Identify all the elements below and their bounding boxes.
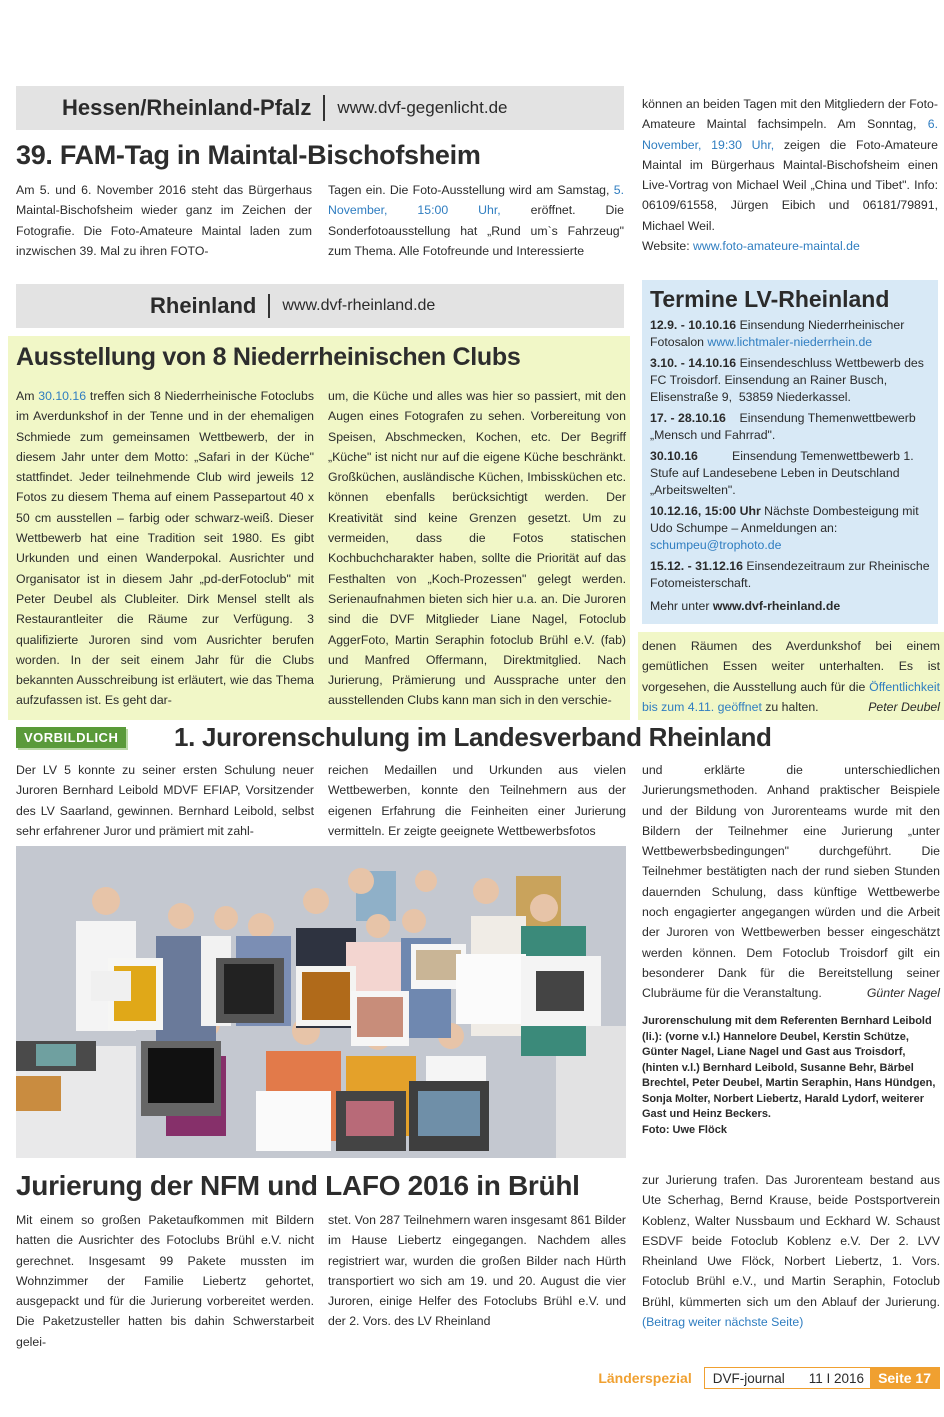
footer-issue: 11 I 2016 [808, 1370, 865, 1386]
termin-text: Einsendezeitraum zur Rheinische Fotomeisterschaft. [650, 559, 934, 590]
termin-date: 3.10. - 14.10.16 [650, 356, 737, 370]
section-title-hessen: Hessen/Rheinland-Pfalz [62, 95, 312, 120]
footer-journal-box [704, 1367, 940, 1389]
termin-link[interactable]: www.lichtmaler-niederrhein.de [707, 335, 873, 349]
group-photo-illustration [16, 846, 626, 1158]
termine-more [650, 598, 930, 615]
termin-text: Einsendeschluss Wettbewerb des FC Troisdorf. Einsendung an Rainer Busch, Elisenstraße 9, 53859 Niederkassel. [650, 356, 928, 404]
termine-more-link[interactable]: www.dvf-rheinland.de [712, 599, 841, 613]
fam-website-link[interactable]: www.foto-amateure-maintal.de [693, 239, 860, 254]
fam-col-3 [642, 94, 938, 256]
fam-col2-paragraph [328, 180, 624, 261]
ausstellung-col1-pre: Am [16, 389, 39, 403]
headline-nfm: Jurierung der NFM und LAFO 2016 in Brühl [16, 1170, 580, 1201]
termine-box [642, 280, 938, 624]
termin-item [650, 355, 930, 406]
termin-date: 12.9. - 10.10.16 [650, 318, 737, 332]
continue-link[interactable]: (Beitrag weiter nächste Seite) [642, 1315, 804, 1330]
fam-col1-text: Am 5. und 6. November 2016 steht das Bürgerhaus Maintal-Bischofsheim wieder ganz im Zeichen der Fotografie. Die Foto-Amateure Maintal laden zum inzwischen 39. Mal zu ihren FOTO- [16, 183, 312, 258]
termin-text: Einsendung Niederrheinischer Fotosalon [650, 318, 908, 349]
nfm-col-3 [642, 1170, 940, 1332]
page-footer [560, 1366, 940, 1390]
juroren-col-1 [16, 760, 314, 841]
termin-link[interactable]: schumpeu@trophoto.de [650, 538, 782, 552]
ausstellung-col3-end: zu halten. [761, 699, 819, 714]
ausstellung-col1-text: treffen sich 8 Niederrheinische Fotoclubs im Averdunkshof in der Tenne und in der ehemaligen Schmiede zum gemeinsamen Wettbewerb, der in diesem Jahr unter dem Motto: „Safari in der Küche" stattfindet. Jeder teilnehmende Club wird jeweils 12 Fotos zu diesem Thema auf einem Passepartout 40 x 50 cm ausstellen – farbig oder schwarz-weiß. Dieser Wettbewerb hat eine Tradition seit 1980. Es gibt Urkunden und einen Wanderpokal. Ausrichter und Organisator ist in diesem Jahr „pd-derFotoclub" mit Peter Deubel als Clubleiter. Dirk Mensel stellt als Restaurantleiter die Räume zur Verfügung. 3 qualifizierte Juroren sind vom Ausrichter berufen worden. In der seit einem Jahr für die Clubs bekannten Ausschreibung ist erläutert, wie das Thema aufzufassen ist. Es geht dar- [16, 389, 314, 708]
fam-col3-paragraph [642, 94, 938, 236]
juroren-col-3 [642, 760, 940, 1004]
fam-col-2 [328, 180, 624, 261]
divider [323, 95, 325, 121]
termin-text: Einsendung Temenwettbewerb 1. Stufe auf Landesebene Leben in Deutschland „Arbeitswelten". [650, 449, 918, 497]
termine-list [650, 317, 934, 592]
footer-journal: DVF-journal [712, 1370, 785, 1386]
nfm-col1-text: Mit einem so großen Paketaufkommen mit Bildern hatten die Ausrichter des Fotoclubs Brühl e.V. nicht gerechnet. Insgesamt 99 Pakete mussten im Wohnzimmer der Familie Liebertz gehortet, ausgepackt und für die Jurierung vorbereitet werden. Die Paketzusteller hatten bis dahin Schwerstarbeit gelei- [16, 1213, 314, 1349]
group-photo [16, 846, 626, 1158]
ausstellung-col1-paragraph [16, 386, 314, 711]
termin-date: 10.12.16, 15:00 Uhr [650, 504, 761, 518]
fam-sunday-link: 6. November, 19:30 Uhr, [642, 117, 938, 152]
ausstellung-col3-text: denen Räumen des Averdunkshof bei einem gemütlichen Essen weiter unterhalten. Es ist vorgesehen, die Ausstellung auch für die [642, 639, 940, 694]
ausstellung-col-1 [16, 386, 314, 711]
photo-caption-text: Jurorenschulung mit dem Referenten Bernhard Leibold (li.): (vorne v.l.) Hannelore Deubel, Kerstin Schütze, Günter Nagel, Liane Nagel und Gast aus Troisdorf, (hinten v.l.) Bernhard Leibold, Susanne Behr, Bärbel Brechtel, Peter Deubel, Martin Seraphin, Hans Hündgen, Sonja Molter, Norbert Liebertz, Harald Lydorf, weiterer Gast und Heinz Beckers. [642, 1015, 936, 1120]
termin-text: Nächste Dombesteigung mit Udo Schumpe – Anmeldungen an: [650, 504, 923, 535]
termin-date: 30.10.16 [650, 449, 698, 463]
termin-date: 17. - 28.10.16 [650, 411, 726, 425]
juroren-author: Günter Nagel [866, 986, 940, 1001]
juroren-col1-text: Der LV 5 konnte zu seiner ersten Schulung neuer Juroren Bernhard Leibold MDVF EFIAP, Vorsitzender des LV Saarland, gewinnen. Bernhard Leibold, selbst sehr erfahrener Juror und prämiert mit zahl- [16, 763, 314, 838]
section-bar-rheinland [16, 284, 624, 328]
divider [268, 294, 270, 318]
termine-more-label: Mehr unter [650, 599, 713, 613]
termin-text: Einsendung Themenwettbewerb „Mensch und Fahrrad". [650, 411, 920, 442]
fam-website [642, 236, 938, 256]
nfm-col-1 [16, 1210, 314, 1352]
termin-item [650, 503, 930, 554]
termin-item [650, 317, 930, 351]
fam-website-label: Website: [642, 239, 694, 254]
termine-title: Termine LV-Rheinland [650, 286, 890, 312]
section-url-rheinland[interactable]: www.dvf-rheinland.de [282, 297, 436, 314]
ausstellung-col2-text: um, die Küche und alles was hier so passiert, mit den Augen eines Fotografen zu sehen. Vorbereitung von Speisen, Abschmecken, Kochen, etc. Der Begriff „Küche" ist nicht nur auf die eigene Küche beschränkt. Großküchen, ausländische Küchen, Imbissküchen etc. können ebenfalls berücksichtigt werden. Der Kreativität sind keine Grenzen gesetzt. Um zu vermeiden, dass die Fotos statischen Kochbuchcharakter haben, sollte die Priorität auf das Festhalten von „Koch-Prozessen" gelegt werden. Serienaufnahmen bieten sich hier u.a. an. Die Juroren sind die DVF Mitglieder Liane Nagel, Fotoclub AggerFoto, Martin Seraphin fotoclub Brühl e.V. (fab) und Manfred Offermann, Direktmitglied. Nach Jurierung, Prämierung und Aussprache unter den ausstellenden Clubs kann man sich in den verschie- [328, 389, 626, 708]
fam-col2-text-b: eröffnet. Die Sonderfotoausstellung hat „Rund um`s Fahrzeug" zum Thema. Alle Fotofreunde und Interessierte [328, 203, 624, 258]
section-title-rheinland: Rheinland [150, 293, 257, 318]
fam-col-1 [16, 180, 312, 261]
termin-item [650, 410, 930, 444]
headline-ausstellung: Ausstellung von 8 Niederrheinischen Clubs [16, 343, 521, 371]
fam-col2-text-a: Tagen ein. Die Foto-Ausstellung wird am Samstag, [328, 183, 614, 197]
fam-date-link: 5. November, 15:00 Uhr, [328, 183, 624, 218]
ausstellung-author: Peter Deubel [868, 699, 940, 714]
ausstellung-col-2 [328, 386, 626, 711]
ausstellung-date-link: 30.10.16 [38, 389, 87, 403]
juroren-col3-text: und erklärte die unterschiedlichen Jurierungsmethoden. Anhand praktischer Beispiele und der Bildung von Jurorenteams wurde mit den Bildern der Teilnehmer eine Jurierung „unter Wettbewerbsbedingungen" durchgeführt. Die Teilnehmer bestätigten nach der rund sieben Stunden dauernden Schulung, dass künftige Wettbewerbe noch engagierter angegangen würden und die Arbeit der Juroren von Wettbewerben besser eingeschätzt werden können. Dem Fotoclub Troisdorf gilt ein besonderer Dank für die Bereitstellung seiner Clubräume für die Veranstaltung. [642, 763, 940, 1001]
termin-item [650, 448, 930, 499]
ausstellung-col3-paragraph [642, 636, 940, 717]
photo-caption [642, 1014, 938, 1138]
headline-fam: 39. FAM-Tag in Maintal-Bischofsheim [16, 140, 481, 170]
termin-date: 15.12. - 31.12.16 [650, 559, 743, 573]
section-bar-hessen [16, 86, 624, 130]
section-url-hessen[interactable]: www.dvf-gegenlicht.de [337, 98, 508, 117]
footer-section: Länderspezial [598, 1370, 692, 1386]
fam-col3-text-b: zeigen die Foto-Amateure Maintal im Bürgerhaus Maintal-Bischofsheim einen Live-Vortrag von Michael Weil „China und Tibet". Info: 06109/61558, Jürgen Eibich und 06181/79891, Michael Weil. [642, 137, 938, 233]
ausstellung-open-link: Öffentlichkeit bis zum 4.11. geöffnet [642, 679, 940, 714]
vorbildlich-badge: VORBILDLICH [16, 727, 126, 748]
termin-item [650, 558, 934, 592]
headline-juroren: 1. Jurorenschulung im Landesverband Rheinland [174, 722, 772, 752]
nfm-col3-paragraph [642, 1170, 940, 1332]
juroren-col3-paragraph [642, 760, 940, 1004]
photo-credit: Foto: Uwe Flöck [642, 1123, 727, 1136]
juroren-col-2 [328, 760, 626, 841]
fam-col3-text-a: können an beiden Tagen mit den Mitgliedern der Foto-Amateure Maintal fachsimpeln. Am Sonntag, [642, 97, 938, 132]
nfm-col3-text: zur Jurierung trafen. Das Jurorenteam bestand aus Ute Scherhag, Bernd Krause, beide Postsportverein Koblenz, Walter Nussbaum und Eckhard W. Schaust ESDVF beide Fotoclub Koblenz e.V. Der 2. LVV Rheinland Uwe Flöck, Norbert Liebertz, 1. Vors. Fotoclub Brühl e.V., und Martin Seraphin, Fotoclub Brühl, kümmerten sich um den Ablauf der Jurierung. [642, 1173, 940, 1309]
ausstellung-col-3 [642, 636, 940, 717]
nfm-col-2 [328, 1210, 626, 1332]
juroren-col2-text: reichen Medaillen und Urkunden aus vielen Wettbewerben, konnte den Teilnehmern aus der eigenen Erfahrung die Feinheiten einer Jurierung vermitteln. Er zeigte geeignete Wettbewerbsfotos [328, 763, 626, 838]
footer-page-number: Seite 17 [870, 1367, 939, 1389]
nfm-col2-text: stet. Von 287 Teilnehmern waren insgesamt 861 Bilder im Hause Liebertz eingegangen. Nachdem alles registriert war, wurden die großen Bilder nach Hürth transportiert wo sich am 19. und 20. August die vier Juroren, einige Helfer des Fotoclubs Brühl e.V. und der 2. Vors. des LV Rheinland [328, 1213, 626, 1329]
